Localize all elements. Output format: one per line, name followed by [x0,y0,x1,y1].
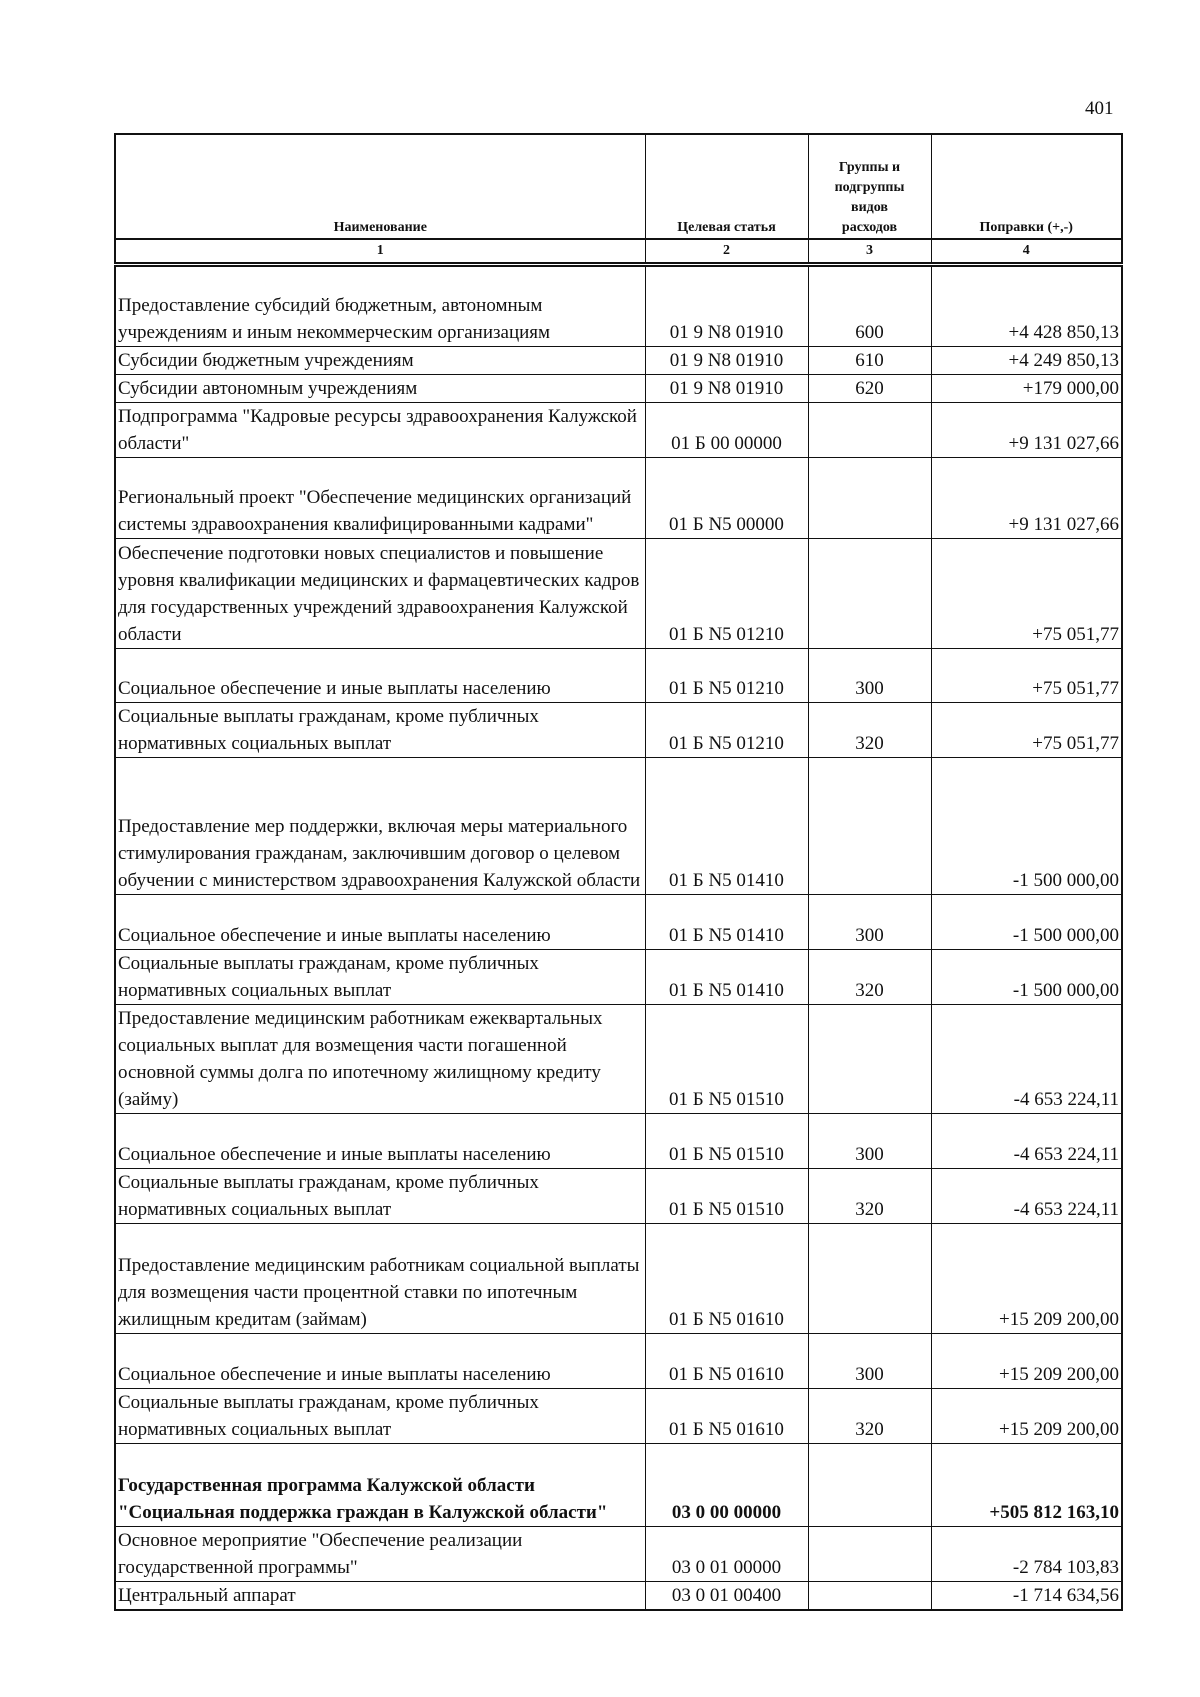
row-name: Центральный аппарат [115,1582,645,1611]
row-kind: 320 [808,1169,931,1224]
row-target: 01 9 N8 01910 [645,375,808,403]
row-name: Социальное обеспечение и иные выплаты населению [115,1114,645,1169]
column-number-row [115,239,1122,265]
row-name: Предоставление медицинским работникам ежеквартальных социальных выплат для возмещения части погашенной основной суммы долга по ипотечному жилищному кредиту (займу) [115,1005,645,1114]
row-amount: +4 249 850,13 [931,347,1122,375]
row-amount: +15 209 200,00 [931,1389,1122,1444]
row-target: 01 Б N5 01410 [645,758,808,895]
row-amount: -4 653 224,11 [931,1114,1122,1169]
row-amount: -4 653 224,11 [931,1169,1122,1224]
row-amount: -1 714 634,56 [931,1582,1122,1611]
row-name: Предоставление субсидий бюджетным, автономным учреждениям и иным некоммерческим организациям [115,265,645,347]
row-kind [808,539,931,649]
header-row [115,134,1122,239]
row-amount: +15 209 200,00 [931,1224,1122,1334]
row-target: 01 Б N5 00000 [645,458,808,539]
table-row [115,895,1122,950]
table-row [115,1169,1122,1224]
table-row [115,1005,1122,1114]
row-name: Социальные выплаты гражданам, кроме публичных нормативных социальных выплат [115,703,645,758]
row-kind: 320 [808,950,931,1005]
table-row-program [115,1444,1122,1527]
budget-table [114,133,1123,1611]
row-amount: -1 500 000,00 [931,895,1122,950]
row-amount: +179 000,00 [931,375,1122,403]
row-kind: 600 [808,265,931,347]
row-amount: +75 051,77 [931,539,1122,649]
row-kind [808,1005,931,1114]
row-amount: +15 209 200,00 [931,1334,1122,1389]
column-number: 1 [115,239,645,265]
row-kind [808,758,931,895]
row-amount: +75 051,77 [931,649,1122,703]
row-target: 03 0 00 00000 [645,1444,808,1527]
row-target: 01 Б N5 01510 [645,1114,808,1169]
row-amount: +75 051,77 [931,703,1122,758]
row-target: 01 9 N8 01910 [645,347,808,375]
row-target: 01 Б N5 01210 [645,539,808,649]
table-row [115,1389,1122,1444]
row-kind: 610 [808,347,931,375]
row-name: Предоставление медицинским работникам социальной выплаты для возмещения части процентной ставки по ипотечным жилищным кредитам (займам) [115,1224,645,1334]
table-row [115,539,1122,649]
row-target: 01 Б N5 01510 [645,1169,808,1224]
row-name: Субсидии бюджетным учреждениям [115,347,645,375]
row-target: 01 Б 00 00000 [645,403,808,458]
page-number: 401 [1085,98,1114,119]
table-row [115,1582,1122,1611]
row-kind [808,1444,931,1527]
row-name: Региональный проект "Обеспечение медицинских организаций системы здравоохранения квалифицированными кадрами" [115,458,645,539]
row-amount: +9 131 027,66 [931,458,1122,539]
row-target: 01 9 N8 01910 [645,265,808,347]
table-row [115,1224,1122,1334]
row-kind: 620 [808,375,931,403]
row-name: Государственная программа Калужской области "Социальная поддержка граждан в Калужской области" [115,1444,645,1527]
row-name: Предоставление мер поддержки, включая меры материального стимулирования гражданам, заключившим договор о целевом обучении с министерством здравоохранения Калужской области [115,758,645,895]
header-groups: Группы и подгруппы видов расходов [808,134,931,239]
row-amount: -1 500 000,00 [931,950,1122,1005]
table-row [115,649,1122,703]
row-name: Основное мероприятие "Обеспечение реализации государственной программы" [115,1527,645,1582]
table-row [115,375,1122,403]
column-number: 2 [645,239,808,265]
column-number: 4 [931,239,1122,265]
row-target: 01 Б N5 01610 [645,1389,808,1444]
row-kind: 300 [808,1114,931,1169]
table-row [115,703,1122,758]
row-target: 03 0 01 00000 [645,1527,808,1582]
row-amount: -1 500 000,00 [931,758,1122,895]
row-amount: -4 653 224,11 [931,1005,1122,1114]
row-kind: 300 [808,649,931,703]
row-kind [808,403,931,458]
row-target: 01 Б N5 01410 [645,895,808,950]
table-row [115,950,1122,1005]
row-kind: 300 [808,895,931,950]
row-name: Социальное обеспечение и иные выплаты населению [115,895,645,950]
row-name: Подпрограмма "Кадровые ресурсы здравоохранения Калужской области" [115,403,645,458]
row-amount: +9 131 027,66 [931,403,1122,458]
table-row [115,403,1122,458]
table-row [115,1334,1122,1389]
row-target: 01 Б N5 01210 [645,649,808,703]
row-target: 01 Б N5 01610 [645,1334,808,1389]
row-kind: 300 [808,1334,931,1389]
row-amount: +4 428 850,13 [931,265,1122,347]
row-name: Социальное обеспечение и иные выплаты населению [115,1334,645,1389]
column-number: 3 [808,239,931,265]
table-row [115,265,1122,347]
table-row [115,758,1122,895]
row-amount: -2 784 103,83 [931,1527,1122,1582]
header-target: Целевая статья [645,134,808,239]
row-kind: 320 [808,1389,931,1444]
row-kind: 320 [808,703,931,758]
row-name: Социальные выплаты гражданам, кроме публичных нормативных социальных выплат [115,1389,645,1444]
row-name: Социальное обеспечение и иные выплаты населению [115,649,645,703]
table-row [115,458,1122,539]
row-kind [808,1224,931,1334]
row-name: Субсидии автономным учреждениям [115,375,645,403]
table-row [115,1114,1122,1169]
row-name: Социальные выплаты гражданам, кроме публичных нормативных социальных выплат [115,1169,645,1224]
header-amendments: Поправки (+,-) [931,134,1122,239]
row-amount: +505 812 163,10 [931,1444,1122,1527]
header-name: Наименование [115,134,645,239]
row-kind [808,1582,931,1611]
table-row [115,347,1122,375]
row-target: 01 Б N5 01210 [645,703,808,758]
row-target: 03 0 01 00400 [645,1582,808,1611]
row-target: 01 Б N5 01610 [645,1224,808,1334]
row-kind [808,458,931,539]
row-target: 01 Б N5 01510 [645,1005,808,1114]
row-name: Социальные выплаты гражданам, кроме публичных нормативных социальных выплат [115,950,645,1005]
table-row [115,1527,1122,1582]
row-kind [808,1527,931,1582]
row-name: Обеспечение подготовки новых специалистов и повышение уровня квалификации медицинских и фармацевтических кадров для государственных учреждений здравоохранения Калужской области [115,539,645,649]
row-target: 01 Б N5 01410 [645,950,808,1005]
